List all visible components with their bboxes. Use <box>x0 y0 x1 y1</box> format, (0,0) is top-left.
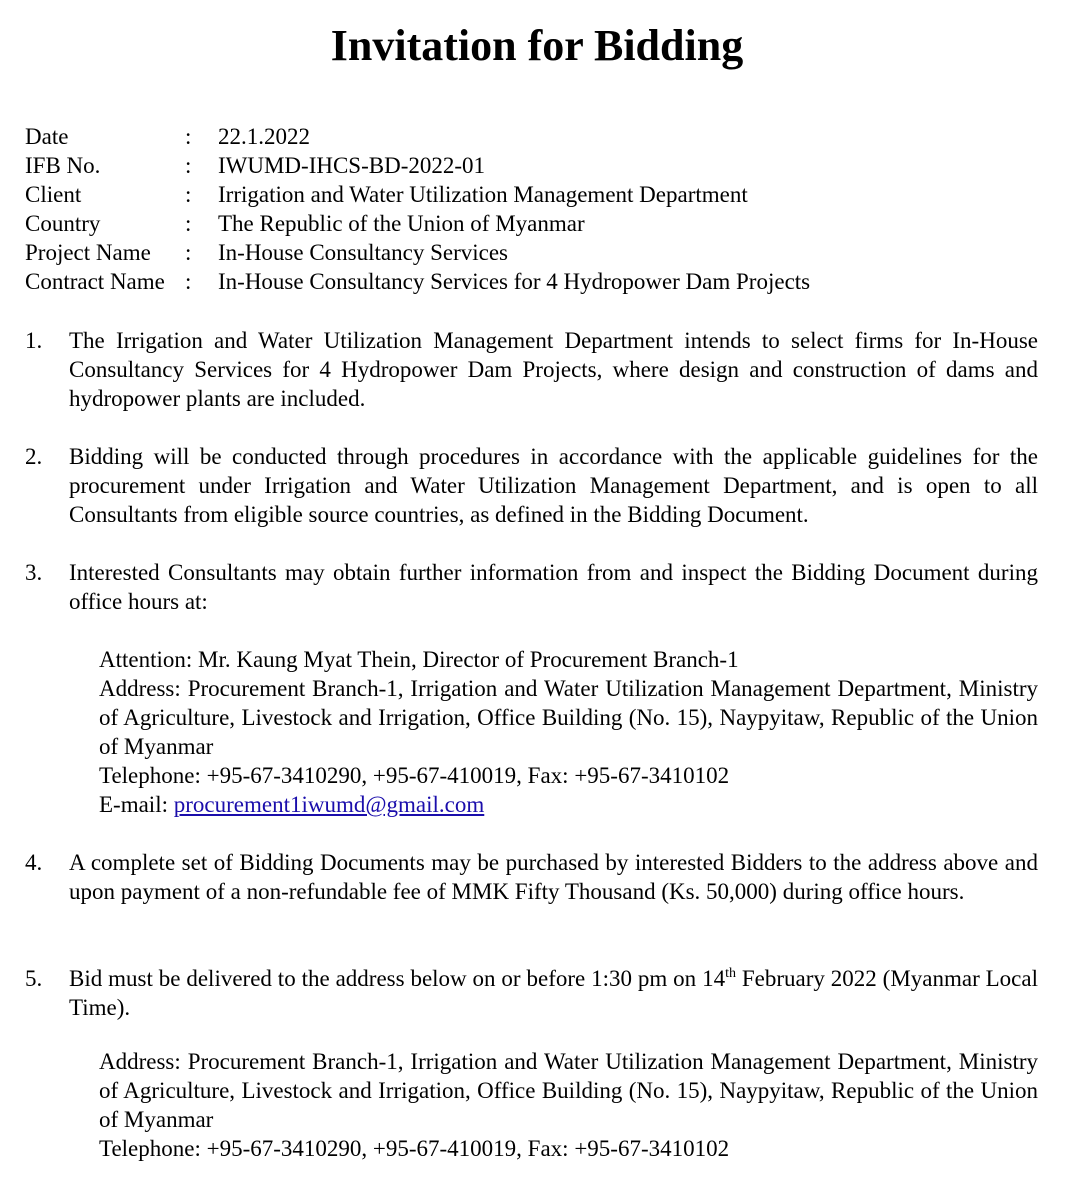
country-label: Country <box>25 211 101 236</box>
clause-text <box>69 964 1038 1022</box>
clause-text-part: Bid must be delivered to the address below on or before 1:30 pm on 14 <box>69 966 726 991</box>
clause-number: 4. <box>25 850 43 875</box>
address-line: Address: Procurement Branch-1, Irrigation and Water Utilization Management Department, Ministry of Agriculture, Livestock and Irrigation, Office Building (No. 15), Naypyitaw, Republic of the Union of Myanmar <box>99 676 1038 759</box>
email-line <box>99 790 1038 819</box>
clause-text: A complete set of Bidding Documents may be purchased by interested Bidders to the address above and upon payment of a non-refundable fee of MMK Fifty Thousand (Ks. 50,000) during office hours. <box>69 850 1038 904</box>
page-title: Invitation for Bidding <box>330 21 744 70</box>
contract-label: Contract Name <box>25 269 165 294</box>
project-value: In-House Consultancy Services <box>218 240 508 265</box>
ifb-row <box>25 151 1045 180</box>
clause-text: The Irrigation and Water Utilization Management Department intends to select firms for In-House Consultancy Services for 4 Hydropower Dam Projects, where design and construction of dams and hydropower plants are included. <box>69 328 1038 411</box>
email-label: E-mail: <box>99 792 174 817</box>
separator: : <box>185 269 192 294</box>
contact-block-2 <box>99 1047 1038 1163</box>
address-line: Address: Procurement Branch-1, Irrigation and Water Utilization Management Department, Ministry of Agriculture, Livestock and Irrigation, Office Building (No. 15), Naypyitaw, Republic of the Union of Myanmar <box>99 1049 1038 1132</box>
separator: : <box>185 211 192 236</box>
date-row <box>25 122 1045 151</box>
client-label: Client <box>25 182 82 207</box>
telephone-line: Telephone: +95-67-3410290, +95-67-410019, Fax: +95-67-3410102 <box>99 1136 730 1161</box>
contract-value: In-House Consultancy Services for 4 Hydropower Dam Projects <box>218 269 811 294</box>
attention-line: Attention: Mr. Kaung Myat Thein, Director of Procurement Branch-1 <box>99 647 739 672</box>
clause-2 <box>25 442 1038 529</box>
country-row <box>25 209 1045 238</box>
ordinal-suffix: th <box>725 966 736 981</box>
separator: : <box>185 153 192 178</box>
date-value: 22.1.2022 <box>218 124 310 149</box>
bid-details <box>25 122 1045 296</box>
contact-block-1 <box>99 645 1038 819</box>
clause-number: 1. <box>25 328 43 353</box>
ifb-label: IFB No. <box>25 153 101 178</box>
email-link[interactable]: procurement1iwumd@gmail.com <box>173 792 485 817</box>
separator: : <box>185 182 192 207</box>
contract-row <box>25 267 1045 296</box>
project-row <box>25 238 1045 267</box>
clause-1 <box>25 326 1038 413</box>
ifb-value: IWUMD-IHCS-BD-2022-01 <box>218 153 486 178</box>
clause-number: 2. <box>25 444 43 469</box>
separator: : <box>185 240 192 265</box>
clause-number: 3. <box>25 560 43 585</box>
clause-text-part: February 2022 (Myanmar Local Time). <box>69 966 1038 1020</box>
client-value: Irrigation and Water Utilization Management Department <box>218 182 748 207</box>
telephone-line: Telephone: +95-67-3410290, +95-67-410019, Fax: +95-67-3410102 <box>99 763 730 788</box>
separator: : <box>185 124 192 149</box>
clause-4 <box>25 848 1038 906</box>
client-row <box>25 180 1045 209</box>
date-label: Date <box>25 124 69 149</box>
project-label: Project Name <box>25 240 151 265</box>
clause-number: 5. <box>25 966 43 991</box>
clause-3 <box>25 558 1038 616</box>
clause-text: Bidding will be conducted through procedures in accordance with the applicable guidelines for the procurement under Irrigation and Water Utilization Management Department, and is open to all Consultants from eligible source countries, as defined in the Bidding Document. <box>69 444 1038 527</box>
clause-5 <box>25 964 1038 1022</box>
country-value: The Republic of the Union of Myanmar <box>218 211 585 236</box>
clause-text: Interested Consultants may obtain further information from and inspect the Bidding Document during office hours at: <box>69 560 1038 614</box>
